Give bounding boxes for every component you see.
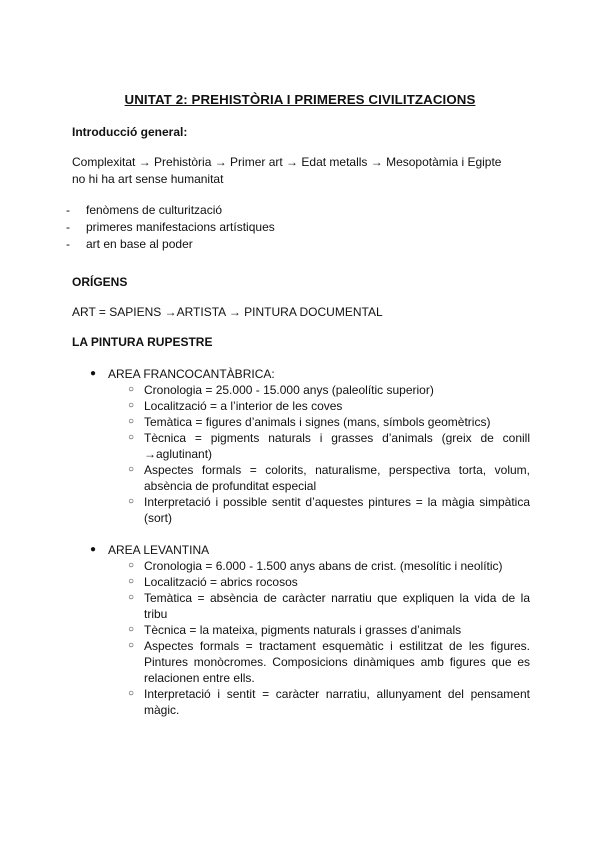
area-name: AREA LEVANTINA xyxy=(108,543,210,557)
list-item-text: Cronologia = 6.000 - 1.500 anys abans de crist. (mesolític i neolític) xyxy=(144,559,503,573)
sub-bullet-marker: ○ xyxy=(128,576,135,587)
bullet-marker: ● xyxy=(90,544,97,555)
list-item xyxy=(128,414,530,430)
list-item xyxy=(66,236,275,253)
dash-marker: - xyxy=(66,237,70,251)
list-item-text: Tècnica = la mateixa, pigments naturals i grasses d’animals xyxy=(144,623,462,637)
pintura-heading: LA PINTURA RUPESTRE xyxy=(72,335,213,349)
dash-marker: - xyxy=(66,220,70,234)
area-francocantabrica xyxy=(90,366,530,526)
list-item xyxy=(66,219,275,236)
area-items xyxy=(90,382,530,526)
list-item-text: Aspectes formals = colorits, naturalisme, perspectiva torta, volum, absència de profunditat especial xyxy=(144,463,530,493)
origens-heading: ORÍGENS xyxy=(72,275,128,289)
list-item-text: Localització = abrics rocosos xyxy=(144,575,298,589)
intro-line-2: no hi ha art sense humanitat xyxy=(72,172,224,186)
list-item xyxy=(128,430,530,462)
sub-bullet-marker: ○ xyxy=(128,400,135,411)
page-title: UNITAT 2: PREHISTÒRIA I PRIMERES CIVILITZACIONS xyxy=(124,92,476,107)
list-item xyxy=(128,638,530,686)
list-item-text: Cronologia = 25.000 - 15.000 anys (paleolític superior) xyxy=(144,383,434,397)
sub-bullet-marker: ○ xyxy=(128,624,135,635)
intro-list xyxy=(66,202,275,253)
list-item-text: Localització = a l’interior de les coves xyxy=(144,399,343,413)
sub-bullet-marker: ○ xyxy=(128,384,135,395)
area-name: AREA FRANCOCANTÀBRICA: xyxy=(108,367,275,381)
list-item-text: Tècnica = pigments naturals i grasses d’animals (greix de conill →aglutinant) xyxy=(144,431,530,461)
area-items xyxy=(90,558,530,718)
list-item xyxy=(128,382,530,398)
list-item xyxy=(128,686,530,718)
area-levantina xyxy=(90,542,530,718)
area-title xyxy=(90,542,530,558)
sub-bullet-marker: ○ xyxy=(128,560,135,571)
sub-bullet-marker: ○ xyxy=(128,688,135,699)
sub-bullet-marker: ○ xyxy=(128,592,135,603)
intro-heading: Introducció general: xyxy=(72,125,188,139)
list-item xyxy=(128,558,530,574)
list-item-text: art en base al poder xyxy=(86,237,193,251)
sub-bullet-marker: ○ xyxy=(128,640,135,651)
list-item-text: Interpretació i sentit = caràcter narratiu, allunyament del pensament màgic. xyxy=(144,687,530,717)
list-item-text: fenòmens de culturització xyxy=(86,203,223,217)
area-title xyxy=(90,366,530,382)
list-item-text: primeres manifestacions artístiques xyxy=(86,220,275,234)
sub-bullet-marker: ○ xyxy=(128,496,135,507)
list-item xyxy=(128,590,530,622)
list-item xyxy=(128,574,530,590)
sub-bullet-marker: ○ xyxy=(128,464,135,475)
list-item xyxy=(128,462,530,494)
intro-line-1: Complexitat → Prehistòria → Primer art → Edat metalls → Mesopotàmia i Egipte xyxy=(72,155,502,169)
list-item-text: Aspectes formals = tractament esquemàtic i estilitzat de les figures. Pintures monòcromes. Composicions dinàmiques amb figures que es relacionen entre ells. xyxy=(144,639,530,685)
list-item xyxy=(128,398,530,414)
sub-bullet-marker: ○ xyxy=(128,416,135,427)
list-item-text: Temàtica = figures d’animals i signes (mans, símbols geomètrics) xyxy=(144,415,491,429)
list-item xyxy=(66,202,275,219)
list-item xyxy=(128,494,530,526)
origens-line: ART = SAPIENS →ARTISTA → PINTURA DOCUMENTAL xyxy=(72,305,383,319)
dash-marker: - xyxy=(66,203,70,217)
sub-bullet-marker: ○ xyxy=(128,432,135,443)
list-item-text: Temàtica = absència de caràcter narratiu que expliquen la vida de la tribu xyxy=(144,591,530,621)
bullet-marker: ● xyxy=(90,368,97,379)
list-item-text: Interpretació i possible sentit d’aquestes pintures = la màgia simpàtica (sort) xyxy=(144,495,530,525)
list-item xyxy=(128,622,530,638)
